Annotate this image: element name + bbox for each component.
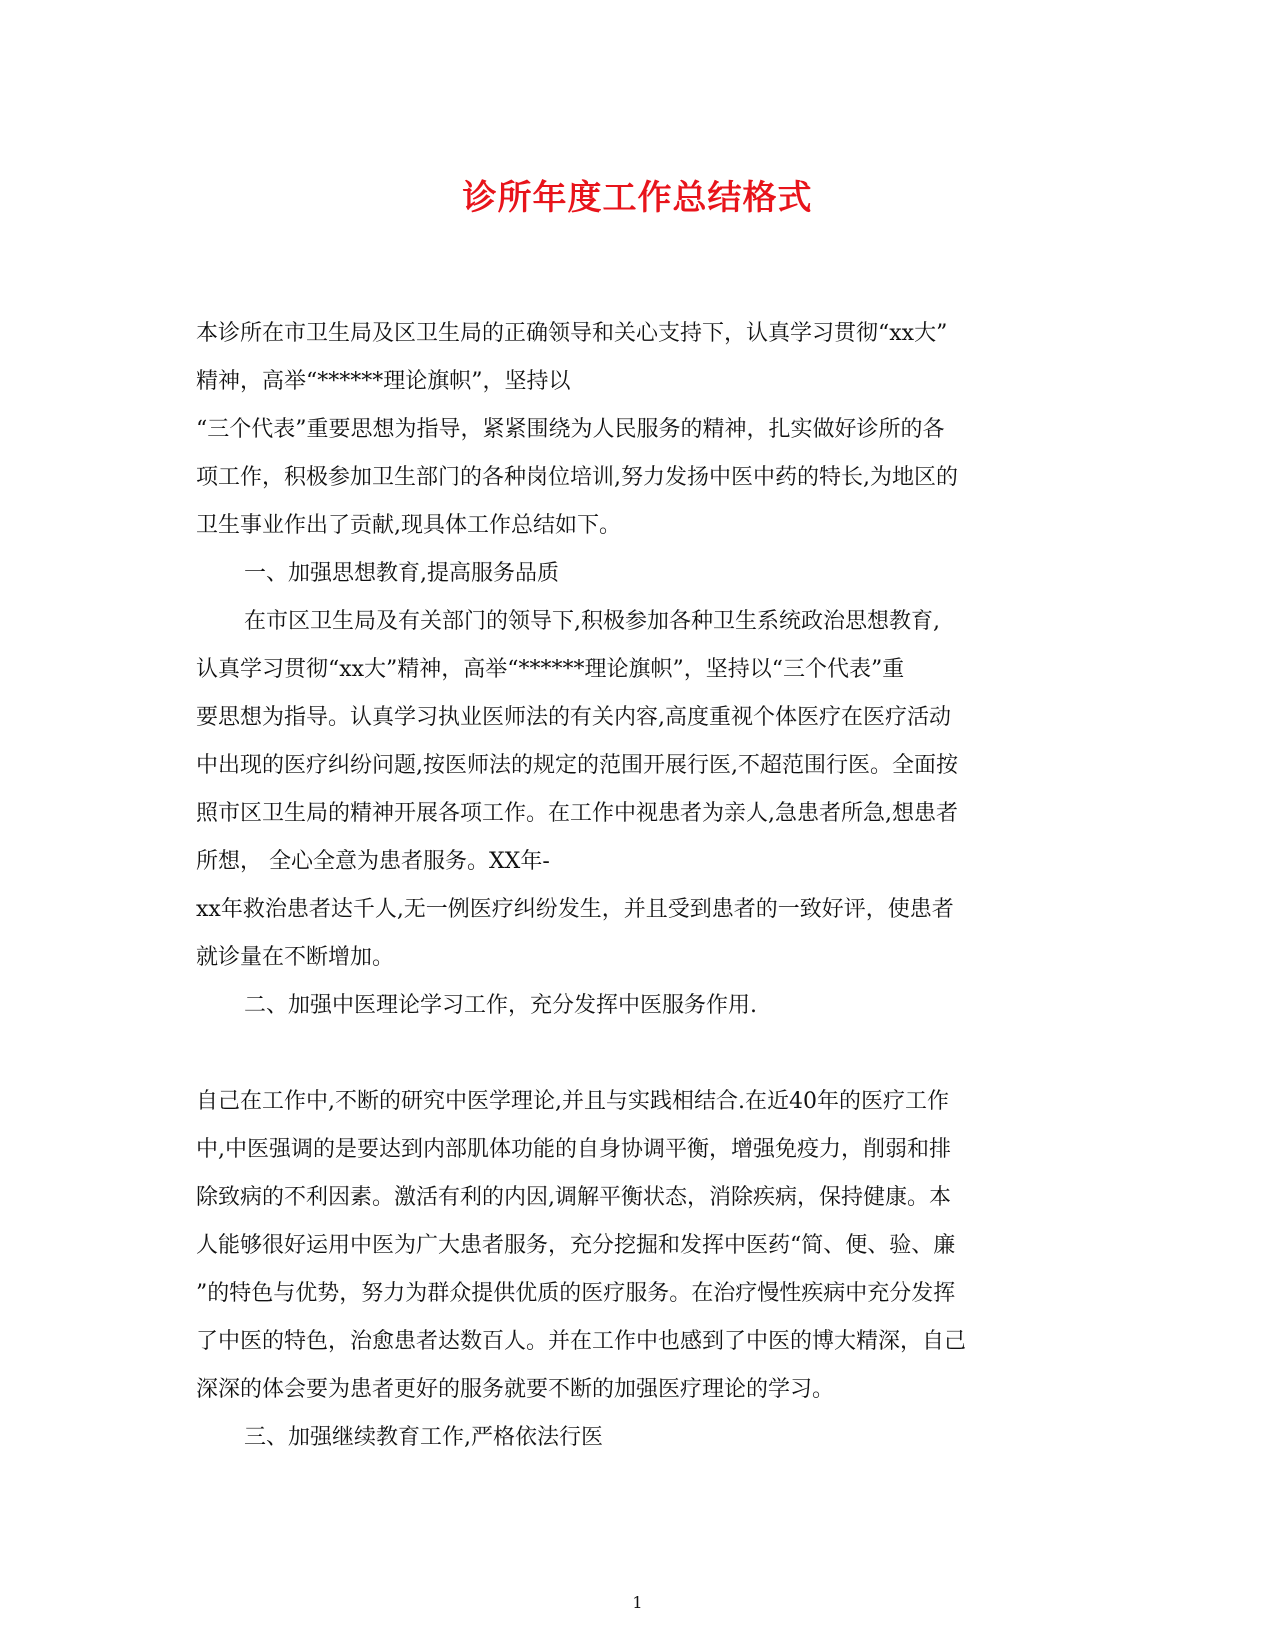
paragraph-line: 就诊量在不断增加。 xyxy=(196,945,395,970)
paragraph-line: 中出现的医疗纠纷问题,按医师法的规定的范围开展行医,不超范围行医。全面按 xyxy=(196,753,958,778)
paragraph-line: 在市区卫生局及有关部门的领导下,积极参加各种卫生系统政治思想教育, xyxy=(244,609,940,634)
paragraph-line: 精神，高举“******理论旗帜”，坚持以 xyxy=(196,369,571,394)
paragraph-line: 人能够很好运用中医为广大患者服务，充分挖掘和发挥中医药“简、便、验、廉 xyxy=(196,1233,956,1258)
paragraph-line: 所想， 全心全意为患者服务。XX年- xyxy=(196,849,550,874)
paragraph-line: 要思想为指导。认真学习执业医师法的有关内容,高度重视个体医疗在医疗活动 xyxy=(196,705,951,730)
paragraph-line: 自己在工作中,不断的研究中医学理论,并且与实践相结合.在近40年的医疗工作 xyxy=(196,1089,949,1114)
paragraph-line: 项工作，积极参加卫生部门的各种岗位培训,努力发扬中医中药的特长,为地区的 xyxy=(196,465,958,490)
paragraph-line: 深深的体会要为患者更好的服务就要不断的加强医疗理论的学习。 xyxy=(196,1377,835,1402)
paragraph-line: 了中医的特色，治愈患者达数百人。并在工作中也感到了中医的博大精深，自己 xyxy=(196,1329,967,1354)
section-heading-3: 三、加强继续教育工作,严格依法行医 xyxy=(244,1425,603,1450)
paragraph-line: 照市区卫生局的精神开展各项工作。在工作中视患者为亲人,急患者所急,想患者 xyxy=(196,801,958,826)
paragraph-line: 本诊所在市卫生局及区卫生局的正确领导和关心支持下，认真学习贯彻“xx大” xyxy=(196,321,948,346)
paragraph-line: 认真学习贯彻“xx大”精神，高举“******理论旗帜”，坚持以“三个代表”重 xyxy=(196,657,905,682)
section-heading-1: 一、加强思想教育,提高服务品质 xyxy=(244,561,559,586)
paragraph-line: xx年救治患者达千人,无一例医疗纠纷发生，并且受到患者的一致好评，使患者 xyxy=(196,897,954,922)
paragraph-line: 中,中医强调的是要达到内部肌体功能的自身协调平衡，增强免疫力，削弱和排 xyxy=(196,1137,951,1162)
paragraph-line: 除致病的不利因素。激活有利的内因,调解平衡状态，消除疾病，保持健康。本 xyxy=(196,1185,951,1210)
paragraph-line: 卫生事业作出了贡献,现具体工作总结如下。 xyxy=(196,513,621,538)
document-title: 诊所年度工作总结格式 xyxy=(462,178,813,218)
blank-line xyxy=(196,1030,1076,1078)
page-number: 1 xyxy=(632,1593,643,1612)
paragraph-line: “三个代表”重要思想为指导，紧紧围绕为人民服务的精神，扎实做好诊所的各 xyxy=(196,417,945,442)
paragraph-line: ”的特色与优势，努力为群众提供优质的医疗服务。在治疗慢性疾病中充分发挥 xyxy=(196,1281,956,1306)
section-heading-2: 二、加强中医理论学习工作，充分发挥中医服务作用. xyxy=(244,993,757,1018)
document-body xyxy=(196,310,1076,1462)
